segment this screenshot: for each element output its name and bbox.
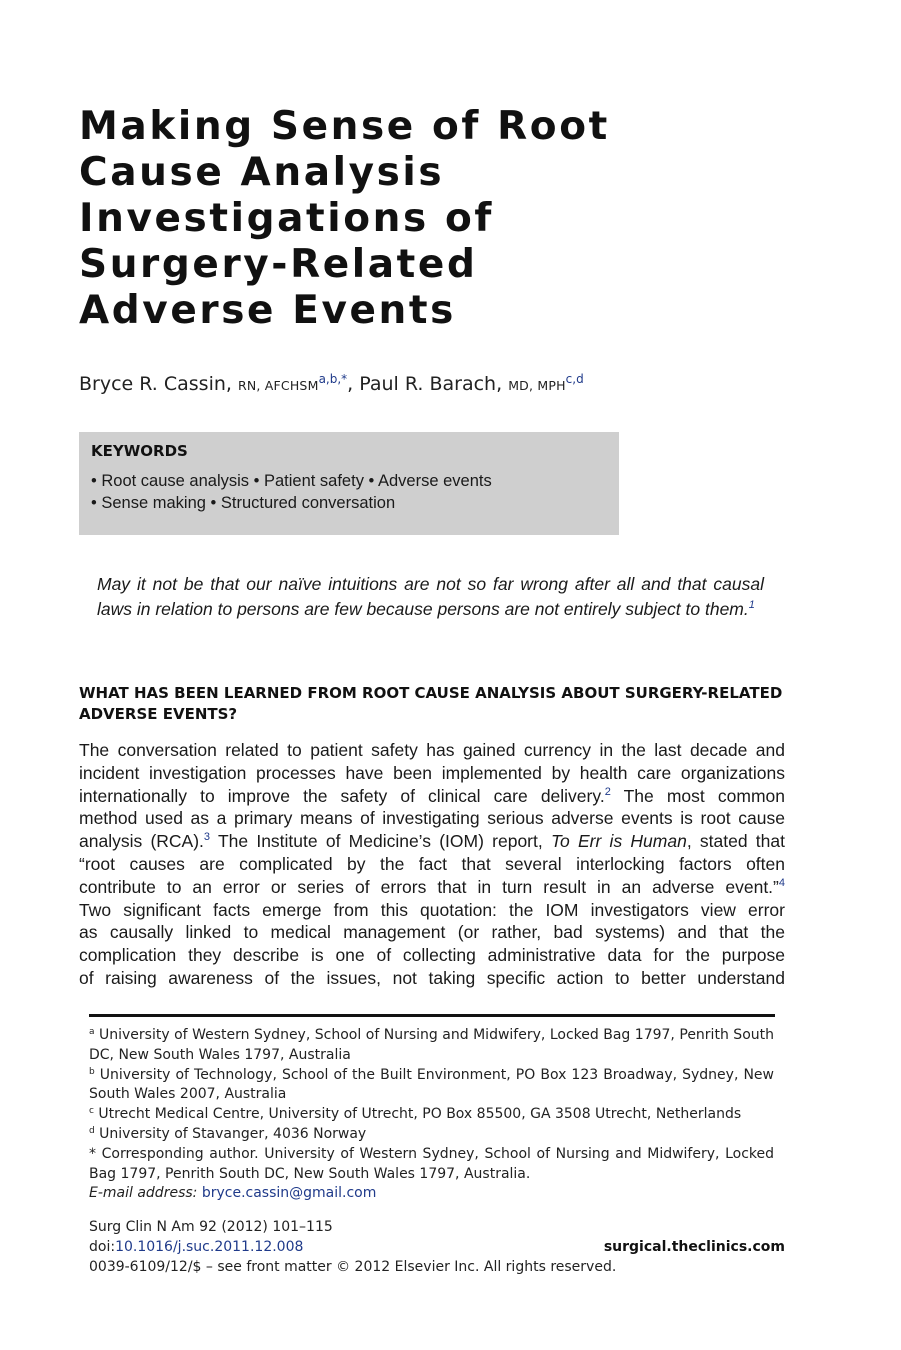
affiliation-marker[interactable]: a,b,* bbox=[318, 372, 348, 386]
journal-citation: Surg Clin N Am 92 (2012) 101–115 bbox=[89, 1219, 333, 1235]
title-line: Investigations of bbox=[79, 196, 494, 241]
body-line: of raising awareness of the issues, not taking specific action to better understand bbox=[79, 967, 785, 988]
body-line: incident investigation processes have been implemented by health care organizations bbox=[79, 762, 785, 783]
epigraph-text: May it not be that our naïve intuitions are not so far wrong after all and that causal laws in relation to persons are few because persons are not entirely subject to them. bbox=[97, 574, 764, 619]
keywords-line: • Sense making • Structured conversation bbox=[91, 494, 396, 512]
reference-link[interactable]: 2 bbox=[604, 785, 611, 798]
body-line: Two significant facts emerge from this quotation: the IOM investigators view error bbox=[79, 899, 785, 920]
author-list bbox=[79, 372, 584, 395]
body-line: complication they describe is one of collecting administrative data for the purpose bbox=[79, 945, 785, 966]
email-label: E-mail address: bbox=[89, 1185, 198, 1202]
footnote-divider bbox=[89, 1014, 775, 1017]
article-title bbox=[79, 104, 699, 334]
affiliation-footnote: $^b$ University of Technology, School of the Built Environment, PO Box 123 Broadway, Sydney, New South Wales 2007, Australia bbox=[89, 1066, 774, 1103]
report-title: To Err is Human bbox=[550, 831, 687, 852]
section-heading: WHAT HAS BEEN LEARNED FROM ROOT CAUSE ANALYSIS ABOUT SURGERY-RELATED ADVERSE EVENTS? bbox=[79, 684, 783, 723]
reference-link[interactable]: 3 bbox=[203, 831, 211, 844]
reference-link[interactable]: 1 bbox=[748, 599, 755, 611]
footnotes bbox=[89, 1026, 774, 1204]
body-line: internationally to improve the safety of clinical care delivery.$^2$ The most common bbox=[79, 785, 785, 806]
affiliation-footnote: $^a$ University of Western Sydney, School of Nursing and Midwifery, Locked Bag 1797, Penrith South DC, New South Wales 1797, Australia bbox=[89, 1027, 774, 1063]
journal-line bbox=[89, 1217, 785, 1237]
body-line: method used as a primary means of investigating serious adverse events is root cause bbox=[79, 808, 785, 829]
copyright-text: 0039-6109/12/$ – see front matter © 2012 Elsevier Inc. All rights reserved. bbox=[89, 1259, 617, 1275]
doi-link[interactable]: 10.1016/j.suc.2011.12.008 bbox=[115, 1239, 304, 1255]
reference-link[interactable]: 4 bbox=[778, 876, 785, 889]
body-line: “root causes are complicated by the fact that several interlocking factors often bbox=[79, 853, 785, 874]
doi-line bbox=[89, 1237, 785, 1257]
copyright-line bbox=[89, 1257, 785, 1277]
doi-label: doi: bbox=[89, 1239, 116, 1255]
citation-block bbox=[89, 1217, 785, 1277]
body-line: The conversation related to patient safety has gained currency in the last decade and bbox=[79, 740, 785, 760]
keywords-heading: KEYWORDS bbox=[91, 442, 188, 460]
title-line: Adverse Events bbox=[79, 288, 456, 333]
affiliation-footnote: $^c$ Utrecht Medical Centre, University of Utrecht, PO Box 85500, GA 3508 Utrecht, Netherlands bbox=[89, 1106, 742, 1123]
author-credentials: MD, MPH bbox=[508, 378, 566, 393]
author-separator: , bbox=[347, 373, 354, 395]
corresponding-author-note: * Corresponding author. University of Western Sydney, School of Nursing and Midwifery, Locked Bag 1797, Penrith South DC, New South Wales 1797, Australia. bbox=[89, 1145, 774, 1182]
email-link[interactable]: bryce.cassin@gmail.com bbox=[201, 1185, 377, 1202]
title-line: Making Sense of Root bbox=[79, 104, 610, 149]
affiliation-marker[interactable]: c,d bbox=[565, 372, 584, 386]
email-line bbox=[89, 1184, 774, 1204]
body-line: analysis (RCA).$^3$ The Institute of Medicine’s (IOM) report, To Err is Human, stated that bbox=[79, 831, 785, 852]
author-credentials: RN, AFCHSM bbox=[237, 378, 319, 393]
keywords-box bbox=[79, 432, 619, 535]
author-name: Paul R. Barach, bbox=[359, 373, 503, 395]
body-paragraph bbox=[79, 739, 785, 990]
title-line: Surgery-Related bbox=[79, 242, 478, 287]
body-line: as causally linked to medical management (or rather, bad systems) and that the bbox=[79, 922, 785, 943]
title-line: Cause Analysis bbox=[79, 150, 445, 195]
epigraph-quote bbox=[97, 574, 764, 620]
body-line: contribute to an error or series of errors that in turn result in an adverse event.”$^4$ bbox=[79, 876, 785, 897]
journal-website[interactable]: surgical.theclinics.com bbox=[603, 1239, 785, 1255]
author-name: Bryce R. Cassin, bbox=[79, 373, 232, 395]
keywords-line: • Root cause analysis • Patient safety • Adverse events bbox=[91, 472, 492, 490]
affiliation-footnote: $^d$ University of Stavanger, 4036 Norway bbox=[89, 1125, 367, 1142]
